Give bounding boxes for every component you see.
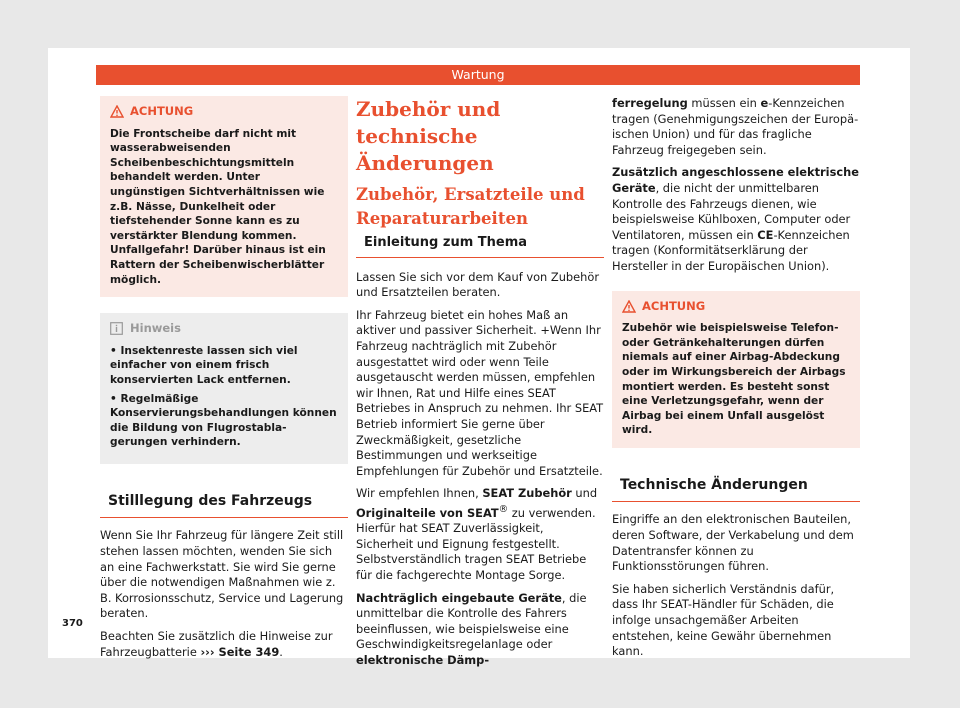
info-icon — [110, 322, 123, 335]
section-heading: Stilllegung des Fahrzeugs — [100, 494, 348, 519]
paragraph: Wir empfehlen Ihnen, SEAT Zubehör und Originalteile von SEAT® zu verwenden. Hierfür hat SEAT Zuverlässigkeit, Sicherheit und Eignung festgestellt. Selbstverständlich tragen SEAT Betriebe für die fachgerechte Montage Sorge. — [356, 486, 598, 583]
warning-text: Die Frontscheibe darf nicht mit wasserabweisenden Scheibenbeschichtungsmitteln behandelt werden. Unter ungünstigen Sichtverhältnissen wie z.B. Nässe, Dunkelheit oder tiefstehender Sonne kann es zu verstärkter Blendung kommen. Unfallgefahr! Darüber hinaus ist ein Rattern der Scheibenwischerblätter möglich. — [110, 127, 326, 286]
paragraph: Lassen Sie sich vor dem Kauf von Zubehör und Ersatzteilen beraten. — [356, 269, 600, 300]
hint-box — [100, 313, 348, 464]
ce-mark: CE — [757, 227, 774, 242]
e-mark: e — [760, 96, 769, 110]
warning-box — [100, 96, 348, 297]
paragraph: Zusätzlich angeschlossene elektrische Geräte, die nicht der unmittelbaren Kontrolle des Fahrzeugs dienen, wie beispielsweise Kühlboxen, Computer oder Ventilatoren, müssen ein CE-Kennzeichen tragen (Konformitätserklärung der Hersteller in der Europäischen Union). — [612, 165, 859, 273]
paragraph: Ihr Fahrzeug bietet ein hohes Maß an aktiver und passiver Sicherheit. +Wenn Ihr Fahrzeug nachträglich mit Zubehör ausgestattet wird oder wenn Teile ausgetauscht werden müssen, empfehlen wir Ihnen, Rat und Hilfe eines SEAT Betriebes in Anspruch zu nehmen. Ihr SEAT Betrieb informiert Sie gerne über Zweckmäßigkeit, gesetzliche Bestimmungen und werkseitige Empfehlungen für Zubehör und Ersatzteile. — [356, 307, 604, 478]
paragraph: ferregelung müssen ein e-Kennzeichen tragen (Genehmigungszeichen der Europäischen Union) und für das fragliche Fahrzeug freigegeben sein. — [612, 96, 859, 157]
warning-label: ACHTUNG — [642, 298, 706, 313]
column-3 — [612, 96, 860, 667]
warning-triangle-icon — [110, 105, 124, 118]
paragraph: Sie haben sicherlich Verständnis dafür, dass Ihr SEAT-Händler für Schäden, die infolge unsachgemäßer Arbeiten entstehen, keine Gewähr übernehmen kann. — [612, 581, 835, 659]
column-2 — [356, 96, 604, 676]
hint-bullet: • Regelmäßige Konservierungsbehandlungen können die Bildung von Flugrostablagerungen verhindern. — [110, 392, 337, 449]
paragraph: Beachten Sie zusätzlich die Hinweise zur Fahrzeugbatterie ››› Seite 349. — [100, 629, 333, 659]
section-heading: Technische Änderungen — [612, 478, 860, 503]
column-1 — [100, 96, 348, 667]
hint-bullet: • Insektenreste lassen sich viel einfacher von einem frisch konservierten Lack entfernen. — [110, 344, 298, 386]
paragraph: Eingriffe an den elektronischen Bauteilen, deren Software, der Verkabelung und dem Datentransfer können zu Funktionsstörungen führen. — [612, 512, 854, 574]
paragraph: Nachträglich eingebaute Geräte, die unmittelbar die Kontrolle des Fahrers beeinflussen, wie beispielsweise eine Geschwindigkeitsregelanlage oder elektronische Dämp- — [356, 590, 587, 668]
chapter-title: Zubehör und technische Änderungen — [356, 97, 501, 175]
warning-box — [612, 291, 860, 448]
warning-triangle-icon — [622, 300, 636, 313]
warning-text: Zubehör wie beispielsweise Telefon- oder Getränkehalterungen dürfen niemals auf einer Airbag-Abdeckung oder im Wirkungsbereich der Airbags montiert werden. Es besteht sonst eine Verletzungsgefahr, wenn der Airbag bei einem Unfall ausgelöst wird. — [622, 322, 846, 437]
page-reference-link[interactable]: ››› Seite 349 — [200, 644, 280, 659]
section-title: Zubehör, Ersatzteile und Reparaturarbeiten — [356, 185, 585, 228]
warning-label: ACHTUNG — [130, 104, 194, 118]
paragraph: Wenn Sie Ihr Fahrzeug für längere Zeit still stehen lassen möchten, wenden Sie sich an eine Fachwerkstatt. Sie wird Sie gerne über die notwendigen Maßnahmen wie z. B. Korrosionsschutz, Service und Lagerung beraten. — [100, 528, 344, 621]
subsection-title: Einleitung zum Thema — [356, 235, 604, 258]
hint-label: Hinweis — [130, 321, 181, 336]
chapter-header: Wartung — [96, 65, 860, 85]
page-number: 370 — [62, 618, 83, 629]
